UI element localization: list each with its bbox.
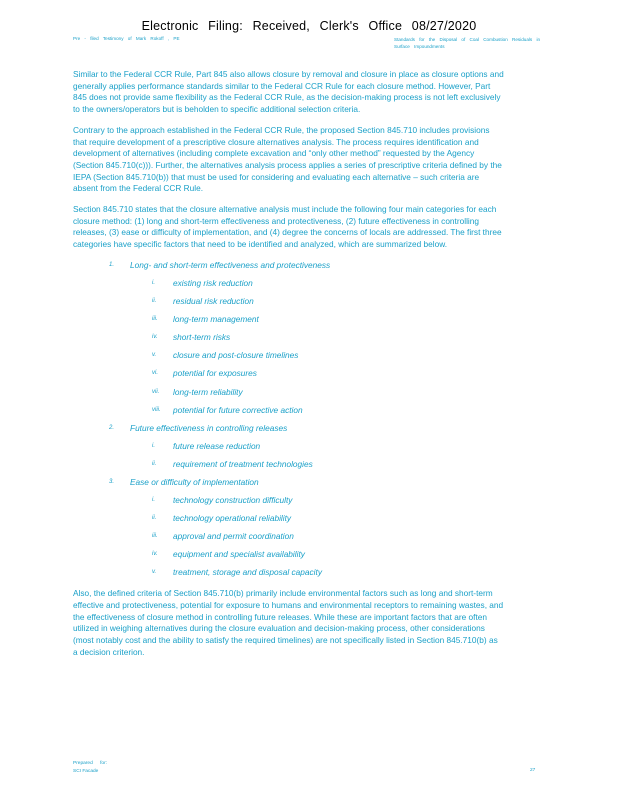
factor-numeral: ii. <box>152 460 157 467</box>
factor-item <box>130 368 568 380</box>
factor-numeral: v. <box>152 569 157 576</box>
criteria-category <box>73 260 568 416</box>
factor-text: potential for exposures <box>173 368 257 379</box>
factor-numeral: vi. <box>152 370 158 377</box>
category-number: 3. <box>109 478 115 485</box>
factor-text: residual risk reduction <box>173 296 254 307</box>
factor-text: equipment and specialist availability <box>173 549 305 560</box>
paragraph-alternatives-analysis: Contrary to the approach established in the Federal CCR Rule, the proposed Section 845.710 includes provisions that require development of a prescriptive closure alternatives analysis. The process requires identification and development of alternatives (including complete excavation and “only other method” requested by the Agency (Section 845.710(c))). Further, the alternatives analysis process applies a series of prescriptive criteria defined by the IEPA (Section 845.710(b)) that must be used for considering and evaluating each alternative – such criteria are absent from the Federal CCR Rule. <box>73 124 502 194</box>
prepared-for-label: Prepared for: <box>73 761 107 766</box>
category-title: Future effectiveness in controlling releases <box>130 422 288 433</box>
factor-text: long-term reliability <box>173 386 243 397</box>
factor-text: future release reduction <box>173 440 261 451</box>
factor-item <box>130 350 568 362</box>
factor-item <box>130 513 568 525</box>
factor-item <box>130 387 568 399</box>
filing-stamp: Electronic Filing: Received, Clerk's Office 08/27/2020 <box>141 19 477 33</box>
factor-numeral: viii. <box>152 406 161 413</box>
criteria-category <box>73 477 568 579</box>
factor-numeral: iv. <box>152 551 158 558</box>
factor-numeral: vii. <box>152 388 160 395</box>
factor-item <box>130 495 568 507</box>
factor-item <box>130 549 568 561</box>
factor-text: closure and post-closure timelines <box>173 350 299 361</box>
footer-prepared-for <box>73 760 107 775</box>
factor-text: technology operational reliability <box>173 513 292 524</box>
factor-item <box>130 567 568 579</box>
factor-text: requirement of treatment technologies <box>173 458 313 469</box>
document-body <box>73 69 568 667</box>
paragraph-categories: Section 845.710 states that the closure alternative analysis must include the following four main categories for each closure method: (1) long and short-term effectiveness and protectiveness, (2) future effectiveness in controlling releases, (3) ease or difficulty of implementation, and (4) degree the concerns of locals are addressed. The first three categories have specific factors that need to be identified and analyzed, which are summarized below. <box>73 204 502 250</box>
category-number: 1. <box>109 261 115 268</box>
factor-text: long-term management <box>173 314 259 325</box>
factor-numeral: iii. <box>152 316 158 323</box>
factor-text: treatment, storage and disposal capacity <box>173 567 322 578</box>
factor-item <box>130 531 568 543</box>
factor-numeral: iii. <box>152 533 158 540</box>
factor-item <box>130 332 568 344</box>
paragraph-intro: Similar to the Federal CCR Rule, Part 845 also allows closure by removal and closure in place as closure options and generally applies performance standards similar to the Federal CCR Rule for each closure method. However, Part 845 does not provide same flexibility as the Federal CCR Rule, as the decision-making process is not left exclusively to the owners/operators but is beholden to specific additional selection criteria. <box>73 69 504 115</box>
factor-item <box>130 296 568 308</box>
factor-numeral: i. <box>152 279 155 286</box>
header-testimony: Pre - filed Testimony of Mark Rokoff , PE <box>73 36 180 41</box>
factor-text: technology construction difficulty <box>173 495 293 506</box>
factor-list <box>130 441 568 471</box>
factor-numeral: i. <box>152 497 155 504</box>
factor-text: approval and permit coordination <box>173 531 294 542</box>
factor-list <box>130 278 568 416</box>
factor-text: potential for future corrective action <box>173 404 303 415</box>
factor-numeral: iv. <box>152 334 158 341</box>
factor-text: short-term risks <box>173 332 231 343</box>
category-title: Ease or difficulty of implementation <box>130 476 259 487</box>
factor-item <box>130 459 568 471</box>
prepared-for-company: SCI Facade <box>73 768 99 774</box>
factor-item <box>130 314 568 326</box>
category-title: Long- and short-term effectiveness and protectiveness <box>130 259 331 270</box>
criteria-category <box>73 423 568 471</box>
factor-numeral: ii. <box>152 515 157 522</box>
paragraph-conclusion: Also, the defined criteria of Section 845.710(b) primarily include environmental factors such as long and short-term effective and protectiveness, potential for exposure to humans and environmental receptors to remaining wastes, and the effectiveness of closure method in controlling future releases. While these are important factors that are often utilized in weighing alternatives during the closure evaluation and decision-making process, other considerations (most notably cost and the ability to satisfy the required timelines) are not specifically listed in Section 845.710(b) as a decision criterion. <box>73 588 504 657</box>
factor-item <box>130 441 568 453</box>
factor-list <box>130 495 568 579</box>
factor-numeral: ii. <box>152 298 157 305</box>
factor-numeral: i. <box>152 442 155 449</box>
factor-item <box>130 405 568 417</box>
factor-item <box>130 278 568 290</box>
page-number: 27 <box>530 768 536 773</box>
factor-text: existing risk reduction <box>173 277 253 288</box>
criteria-list <box>73 260 568 579</box>
category-number: 2. <box>109 424 115 431</box>
factor-numeral: v. <box>152 352 157 359</box>
header-document-title: Standards for the Disposal of Coal Combustion Residuals in Surface Impoundments <box>394 37 541 49</box>
